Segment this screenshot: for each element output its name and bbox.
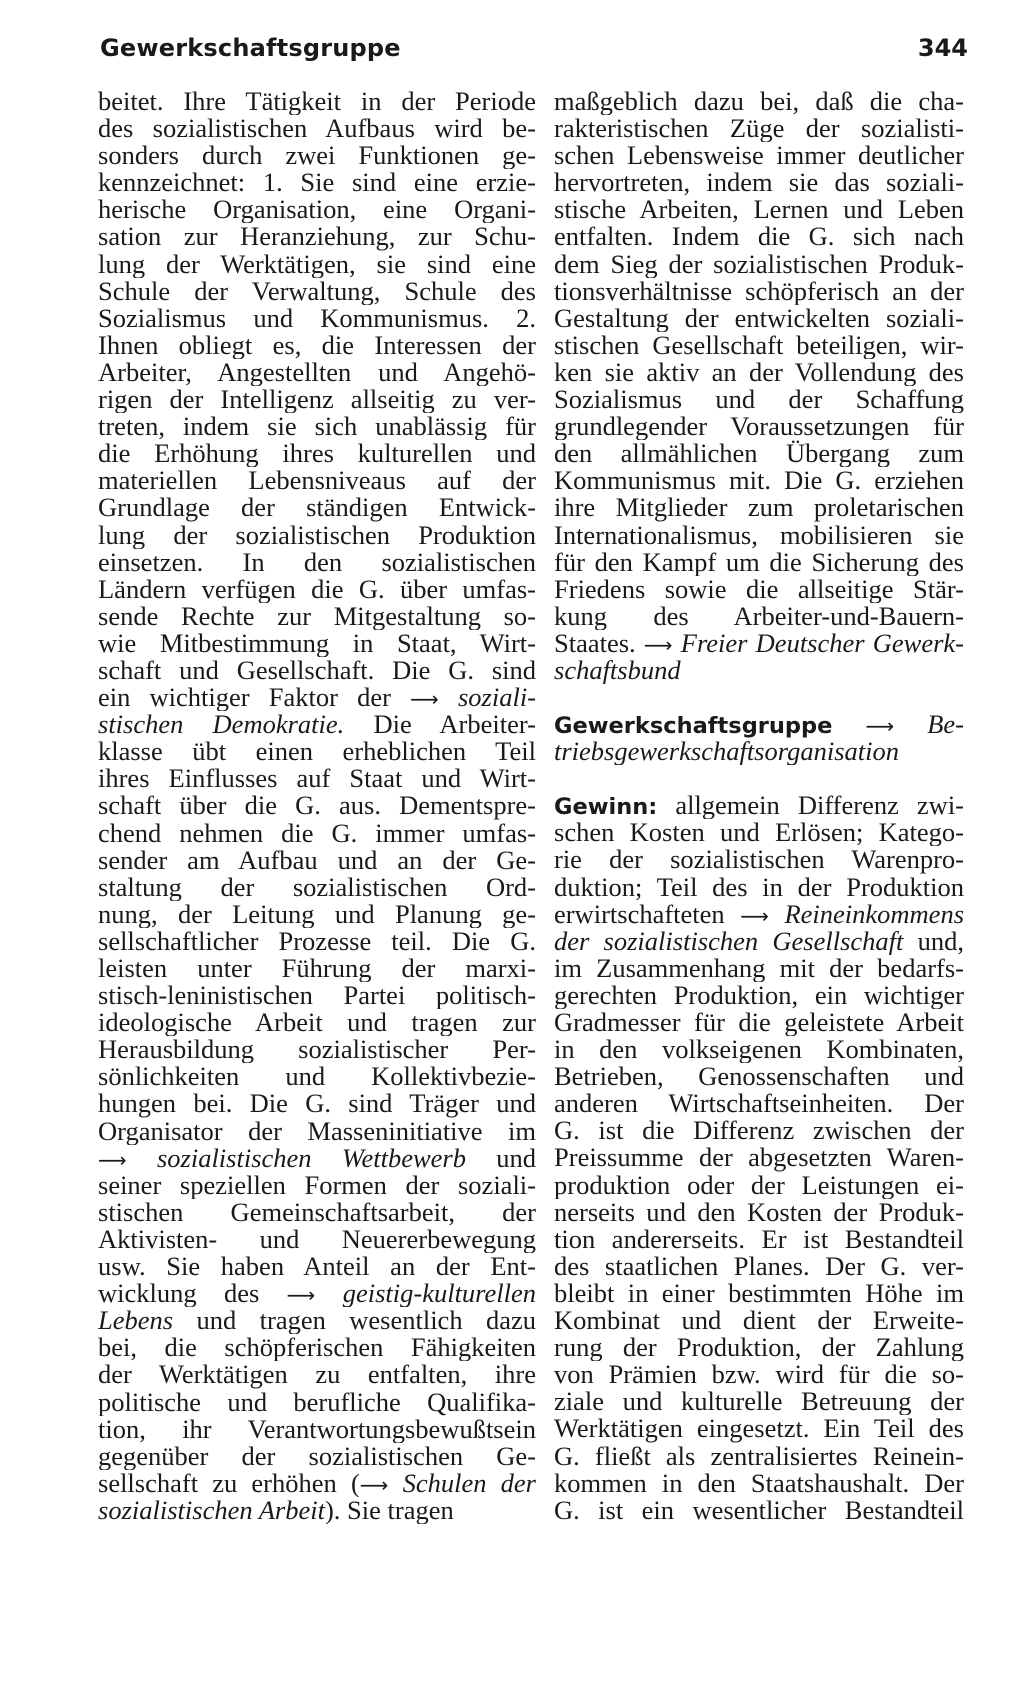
line: staltung der sozialistischen Ord- <box>98 873 536 901</box>
line: Kombinat und dient der Erweite- <box>554 1307 964 1335</box>
line: sation zur Heranziehung, zur Schu- <box>98 223 536 251</box>
line: tion, ihr Verantwortungsbewußtsein <box>98 1415 536 1443</box>
line-text: allgemein Differenz zwi- <box>675 792 964 820</box>
line <box>554 738 964 765</box>
line <box>554 928 964 955</box>
line: herische Organisation, eine Organi- <box>98 196 536 224</box>
line-text: und tragen wesentlich dazu <box>196 1307 536 1335</box>
line: Betrieben, Genossenschaften und <box>554 1063 964 1091</box>
line-text: Staates. <box>554 629 636 657</box>
line-text: Die Arbeiter- <box>373 711 536 739</box>
line <box>554 657 964 684</box>
line <box>98 1470 536 1497</box>
line: gerechten Produktion, ein wichtiger <box>554 981 964 1009</box>
line <box>554 630 964 657</box>
cross-reference-link[interactable]: Reineinkommens <box>784 900 964 928</box>
line-text: wicklung des <box>98 1280 260 1308</box>
right-column <box>554 88 964 1524</box>
line: den allmählichen Übergang zum <box>554 440 964 468</box>
line: Werktätigen eingesetzt. Ein Teil des <box>554 1415 964 1443</box>
page-number: 344 <box>917 34 968 62</box>
line: Kommunismus mit. Die G. erziehen <box>554 467 964 495</box>
cross-reference-link[interactable]: schaftsbund <box>554 656 681 685</box>
line: hungen bei. Die G. sind Träger und <box>98 1090 536 1118</box>
line: ken sie aktiv an der Vollendung des <box>554 358 964 387</box>
line-text: ein wichtiger Faktor der <box>98 684 391 712</box>
line <box>554 792 964 819</box>
line: Grundlage der ständigen Entwick- <box>98 494 536 522</box>
line: grundlegender Voraussetzungen für <box>554 413 964 441</box>
line: Aktivisten- und Neuererbewegung <box>98 1225 536 1254</box>
line: dem Sieg der sozialistischen Produk- <box>554 250 964 278</box>
line: nung, der Leitung und Planung ge- <box>98 900 536 928</box>
line-text: ). Sie tragen <box>324 1496 454 1524</box>
line: G. ist ein wesentlicher Bestandteil <box>554 1496 964 1524</box>
line: rigen der Intelligenz allseitig zu ver- <box>98 386 536 414</box>
arrow-right-icon: ⟶ <box>359 1472 389 1497</box>
arrow-right-icon: ⟶ <box>740 903 769 928</box>
arrow-right-icon: ⟶ <box>410 687 439 712</box>
cross-reference-link[interactable]: geistig-kulturellen <box>342 1280 536 1308</box>
line: seiner speziellen Formen der soziali- <box>98 1171 536 1199</box>
line: sender am Aufbau und an der Ge- <box>98 846 536 874</box>
line: Ländern verfügen die G. über umfas- <box>98 575 536 603</box>
left-column <box>98 88 536 1524</box>
cross-reference-link[interactable]: sozialistischen Wettbewerb <box>156 1144 466 1172</box>
line: anderen Wirtschaftseinheiten. Der <box>554 1090 964 1118</box>
line: Arbeiter, Angestellten und Angehö- <box>98 358 536 387</box>
line: usw. Sie haben Anteil an der Ent- <box>98 1253 536 1281</box>
cross-reference-link[interactable]: sozialistischen Arbeit <box>98 1496 325 1524</box>
line: des sozialistischen Aufbaus wird be- <box>98 115 536 143</box>
line: Ihnen obliegt es, die Interessen der <box>98 331 536 359</box>
line: beitet. Ihre Tätigkeit in der Periode <box>98 88 536 116</box>
line: in den volkseigenen Kombinaten, <box>554 1036 964 1064</box>
line: schaft über die G. aus. Dementspre- <box>98 792 536 820</box>
line: treten, indem sie sich unablässig für <box>98 413 536 441</box>
line-text: erwirtschafteten <box>554 900 725 928</box>
cross-reference-link[interactable]: stischen Demokratie. <box>98 711 345 739</box>
arrow-right-icon: ⟶ <box>98 1147 127 1172</box>
line: hervortreten, indem sie das soziali- <box>554 169 964 197</box>
line: Sozialismus und Kommunismus. 2. <box>98 304 536 332</box>
line: klasse übt einen erheblichen Teil <box>98 738 536 766</box>
line: ihres Einflusses auf Staat und Wirt- <box>98 765 536 793</box>
line: produktion oder der Leistungen ei- <box>554 1171 964 1199</box>
line: lung der Werktätigen, sie sind eine <box>98 250 536 278</box>
line: im Zusammenhang mit der bedarfs- <box>554 954 964 982</box>
line: materiellen Lebensniveaus auf der <box>98 467 536 495</box>
line: chend nehmen die G. immer umfas- <box>98 819 536 847</box>
line: stisch-leninistischen Partei politisch- <box>98 982 536 1010</box>
line: Gestaltung der entwickelten soziali- <box>554 304 964 332</box>
cross-reference-link[interactable]: Be- <box>927 711 964 739</box>
line: lung der sozialistischen Produktion <box>98 521 536 549</box>
line: rung der Produktion, der Zahlung <box>554 1334 964 1362</box>
line: schaft und Gesellschaft. Die G. sind <box>98 656 536 685</box>
line: maßgeblich dazu bei, daß die cha- <box>554 88 964 116</box>
line <box>98 1280 536 1307</box>
line: duktion; Teil des in der Produktion <box>554 873 964 901</box>
line: politische und berufliche Qualifika- <box>98 1388 536 1416</box>
line: kennzeichnet: 1. Sie sind eine erzie- <box>98 169 536 197</box>
line: bei, die schöpferischen Fähigkeiten <box>98 1334 536 1362</box>
line: gegenüber der sozialistischen Ge- <box>98 1442 536 1470</box>
line: Sozialismus und der Schaffung <box>554 386 964 414</box>
line-text: und, <box>917 927 964 955</box>
line: einsetzen. In den sozialistischen <box>98 548 536 576</box>
line <box>98 1145 536 1172</box>
running-header-title: Gewerkschaftsgruppe <box>100 34 401 62</box>
line <box>554 711 964 738</box>
line <box>98 711 536 738</box>
line: tionsverhältnisse schöpferisch an der <box>554 277 964 305</box>
line: Preissumme der abgesetzten Waren- <box>554 1144 964 1172</box>
line: Organisator der Masseninitiative im <box>98 1117 536 1145</box>
line <box>98 1497 536 1524</box>
line: schen Kosten und Erlösen; Katego- <box>554 819 964 847</box>
line: für den Kampf um die Sicherung des <box>554 548 964 576</box>
arrow-right-icon: ⟶ <box>865 714 895 739</box>
cross-reference-link[interactable]: Schulen der <box>402 1469 536 1497</box>
entry-headword: Gewerkschaftsgruppe <box>554 713 833 739</box>
line: entfalten. Indem die G. sich nach <box>554 223 964 251</box>
cross-reference-link[interactable]: Freier Deutscher Gewerk- <box>680 629 964 657</box>
line: kung des Arbeiter-und-Bauern- <box>554 602 964 630</box>
line-text: sellschaft zu erhöhen ( <box>98 1469 360 1497</box>
line: stischen Gemeinschaftsarbeit, der <box>98 1198 536 1226</box>
line: G. ist die Differenz zwischen der <box>554 1117 964 1145</box>
line: sönlichkeiten und Kollektivbezie- <box>98 1063 536 1091</box>
arrow-right-icon: ⟶ <box>286 1283 316 1308</box>
line: stische Arbeiten, Lernen und Leben <box>554 196 964 224</box>
line: die Erhöhung ihres kulturellen und <box>98 440 536 468</box>
line: leisten unter Führung der marxi- <box>98 955 536 983</box>
line: kommen in den Staatshaushalt. Der <box>554 1469 964 1497</box>
line <box>554 901 964 928</box>
entry-separator <box>554 765 964 792</box>
entry-headword: Gewinn: <box>554 794 658 820</box>
line: ziale und kulturelle Betreuung der <box>554 1388 964 1416</box>
line: Internationalismus, mobilisieren sie <box>554 521 964 549</box>
line <box>98 1307 536 1334</box>
entry-separator <box>554 684 964 711</box>
line: Friedens sowie die allseitige Stär- <box>554 575 964 603</box>
line: stischen Gesellschaft beteiligen, wir- <box>554 331 964 359</box>
line: der Werktätigen zu entfalten, ihre <box>98 1361 536 1389</box>
line: wie Mitbestimmung in Staat, Wirt- <box>98 629 536 657</box>
line: schen Lebensweise immer deutlicher <box>554 142 964 170</box>
line: ihre Mitglieder zum proletarischen <box>554 494 964 522</box>
line: sende Rechte zur Mitgestaltung so- <box>98 602 536 630</box>
line: Herausbildung sozialistischer Per- <box>98 1036 536 1064</box>
cross-reference-link[interactable]: triebsgewerkschaftsorganisation <box>554 738 899 766</box>
cross-reference-link[interactable]: der sozialistischen Gesellschaft <box>554 927 904 955</box>
line: des staatlichen Planes. Der G. ver- <box>554 1252 964 1280</box>
line: rakteristischen Züge der sozialisti- <box>554 115 964 143</box>
line: Schule der Verwaltung, Schule des <box>98 277 536 305</box>
line: G. fließt als zentralisiertes Reinein- <box>554 1442 964 1470</box>
line: sellschaftlicher Prozesse teil. Die G. <box>98 927 536 955</box>
line: von Prämien bzw. wird für die so- <box>554 1361 964 1389</box>
line: rie der sozialistischen Warenpro- <box>554 846 964 874</box>
line: Gradmesser für die geleistete Arbeit <box>554 1009 964 1037</box>
arrow-right-icon: ⟶ <box>643 632 673 657</box>
line: nerseits und den Kosten der Produk- <box>554 1198 964 1226</box>
line: ideologische Arbeit und tragen zur <box>98 1009 536 1037</box>
line: sonders durch zwei Funktionen ge- <box>98 142 536 170</box>
line-text: und <box>496 1144 536 1172</box>
cross-reference-link[interactable]: soziali- <box>457 684 536 712</box>
line: tion andererseits. Er ist Bestandteil <box>554 1225 964 1253</box>
line <box>98 684 536 711</box>
cross-reference-link[interactable]: Lebens <box>98 1307 174 1335</box>
line: bleibt in einer bestimmten Höhe im <box>554 1279 964 1308</box>
